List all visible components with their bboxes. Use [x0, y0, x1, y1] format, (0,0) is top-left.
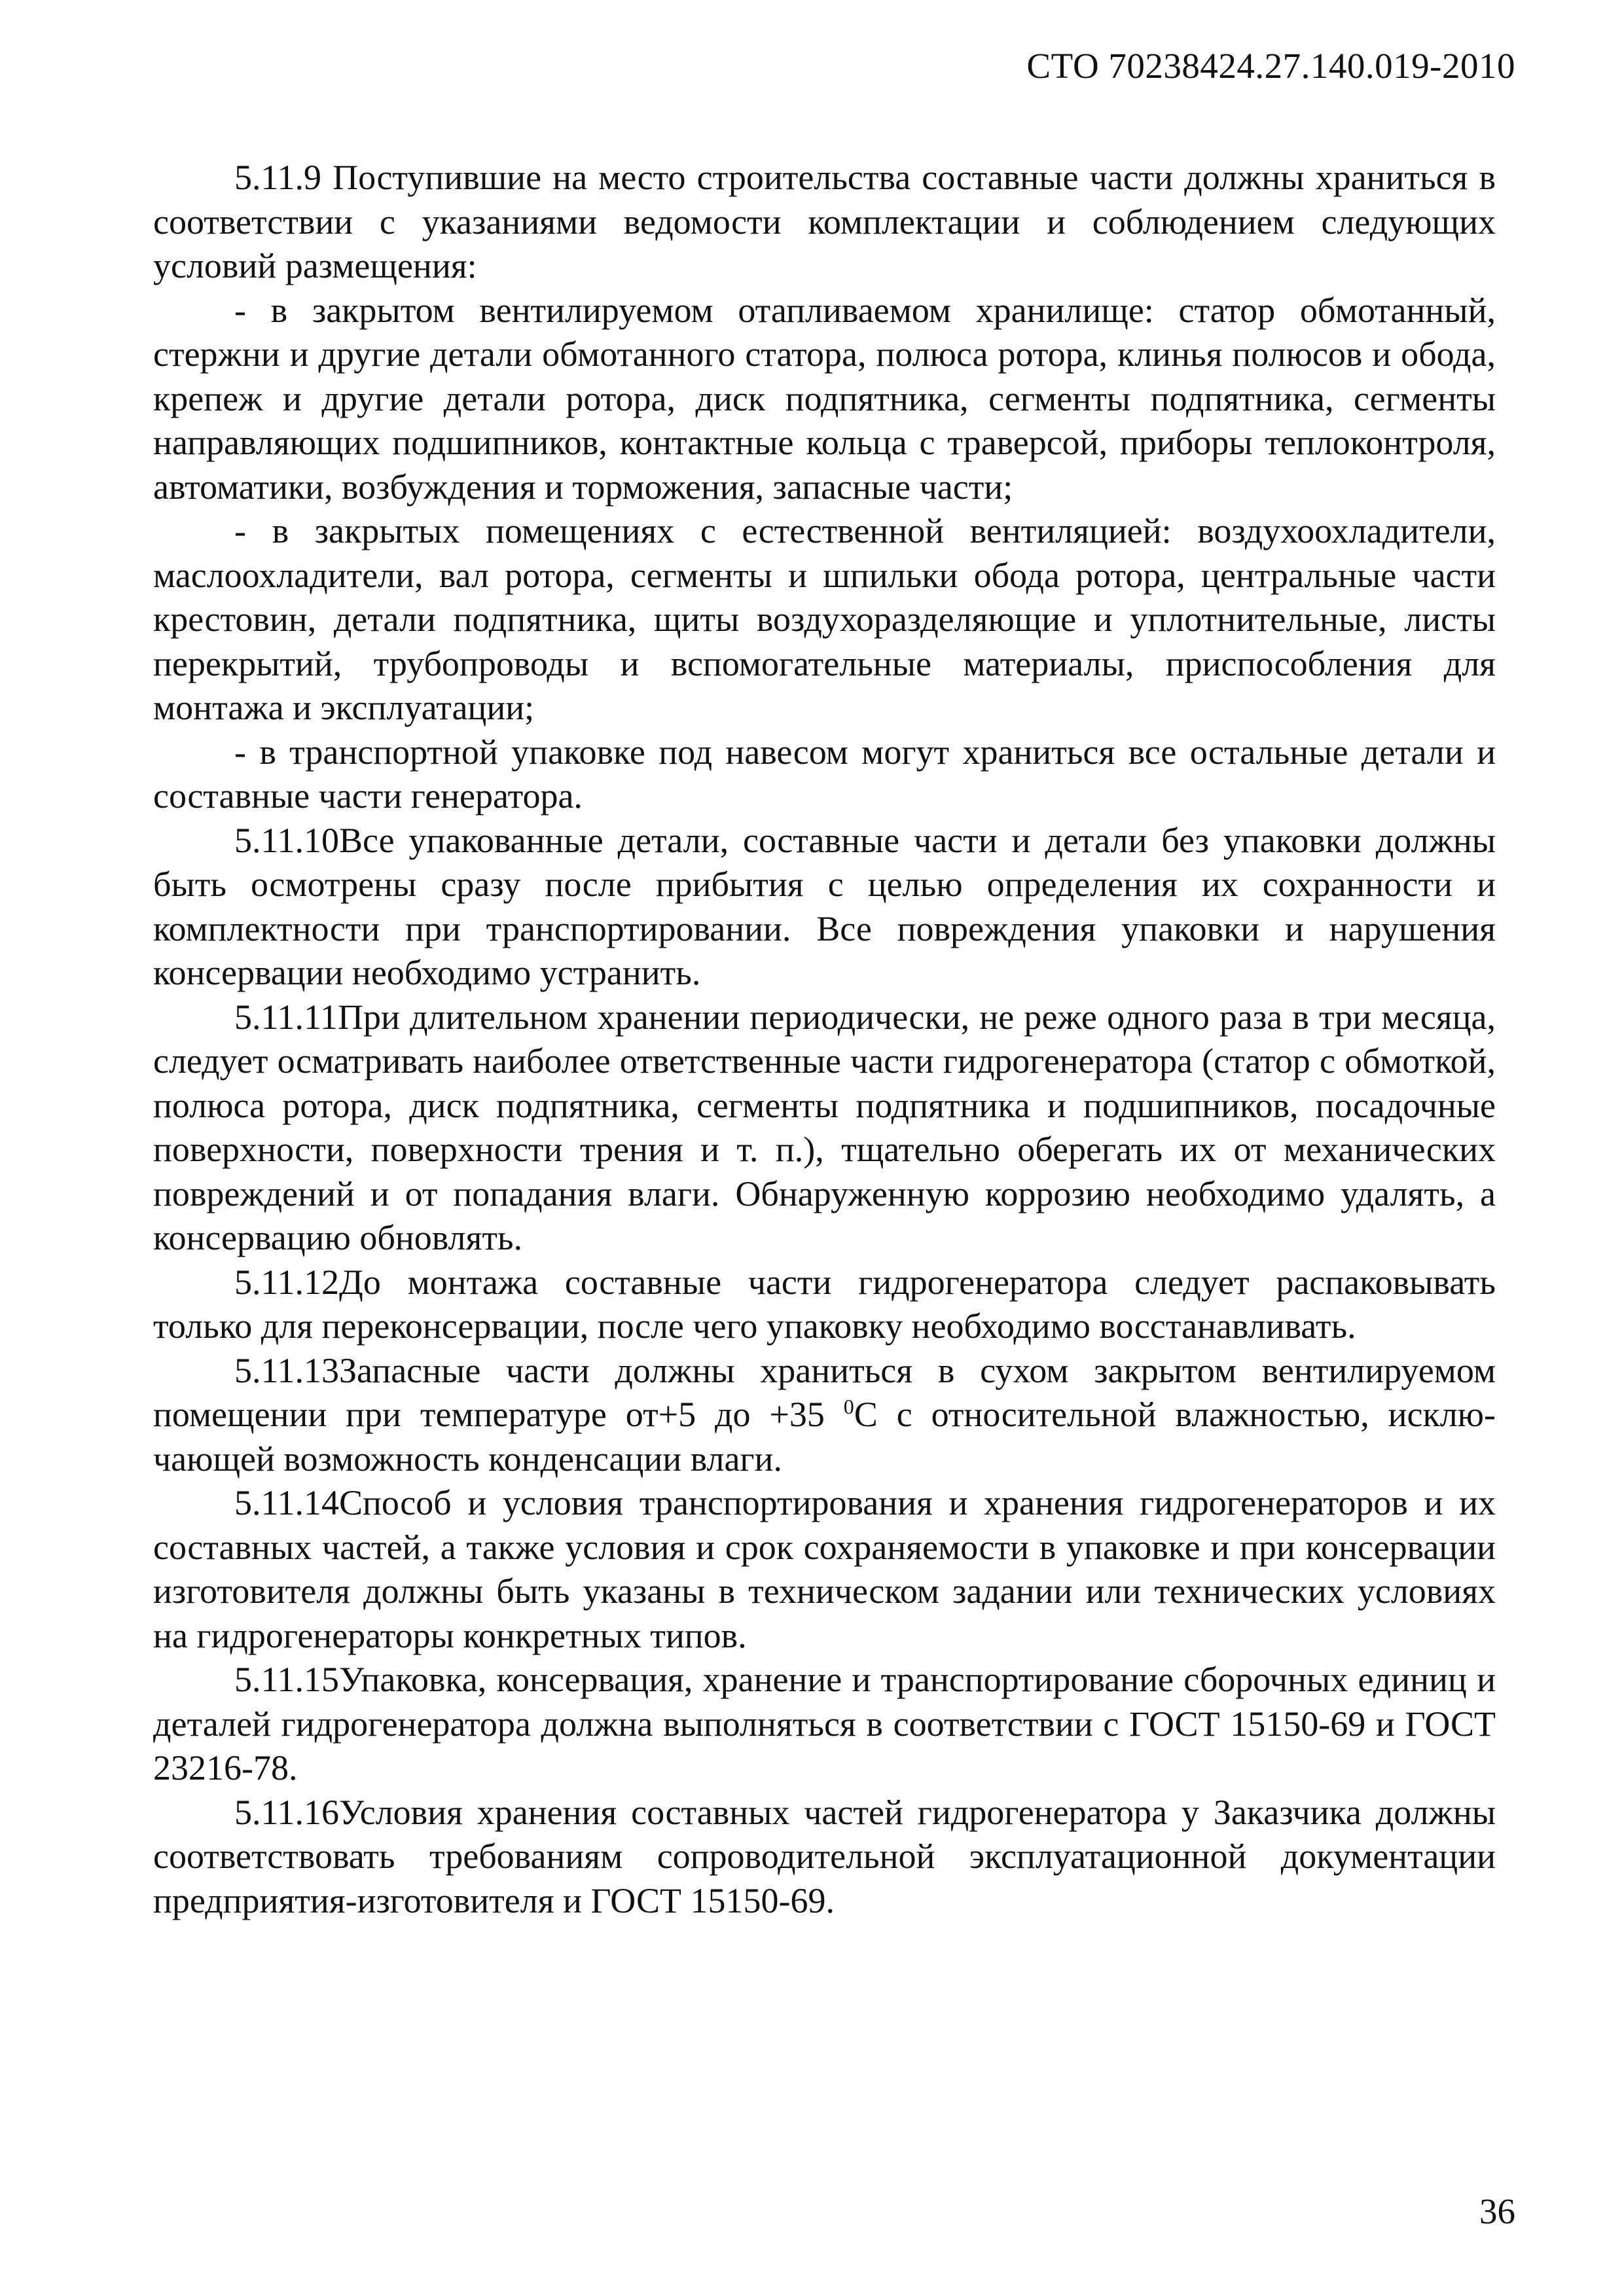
- page-number: 36: [1479, 2191, 1515, 2231]
- clause-number: 5.11.16: [234, 1792, 339, 1832]
- paragraph-5-11-11: [153, 996, 1496, 1261]
- paragraph-text: Запасные части должны храниться в сухом закрытом вентилируемом помещении при температуре от+5 до +35: [153, 1350, 1496, 1434]
- paragraph-5-11-15: [153, 1658, 1496, 1791]
- list-item-ventilated-rooms: [153, 509, 1496, 730]
- paragraph-text: До монтажа составные части гидрогенератора следует распаковывать только для переконсервации, после чего упаковку необходимо восстанавливать.: [153, 1262, 1496, 1346]
- clause-number: 5.11.9: [234, 158, 321, 197]
- paragraph-text: Все упакованные детали, составные части и детали без упаковки должны быть осмотрены сразу после прибытия с целью определения их сохранности и комплектности при транспортировании. Все повреждения упаковки и нарушения консервации необходимо устранить.: [153, 820, 1496, 992]
- list-item-text: - в закрытых помещениях с естественной вентиляцией: воздухоохладители, маслоохладители, вал ротора, сегменты и шпильки обода ротора, центральные части крестовин, детали подпятника, щиты воздухоразделяющие и уплотнительные, листы перекрытий, трубопроводы и вспомогательные материалы, приспособления для монтажа и эксплуатации;: [153, 511, 1496, 727]
- paragraph-text: Поступившие на место строительства составные части должны храниться в соответствии с указаниями ведомости комплектации и соблюдением следующих условий размещения:: [153, 158, 1496, 285]
- paragraph-text: При длительном хранении периодически, не реже одного раза в три месяца, следует осматривать наиболее ответственные части гидрогенератора (статор с обмоткой, полюса ротора, диск подпятника, сегменты подпятника и подшипников, посадочные поверхности, поверхности трения и т. п.), тщательно оберегать их от механических повреждений и от попадания влаги. Обнаруженную коррозию необходимо удалять, а консервацию обновлять.: [153, 997, 1496, 1257]
- paragraph-5-11-12: [153, 1261, 1496, 1349]
- clause-number: 5.11.12: [234, 1262, 339, 1302]
- document-body: [153, 156, 1496, 1923]
- list-item-transport-packaging: [153, 730, 1496, 819]
- clause-number: 5.11.14: [234, 1483, 339, 1522]
- paragraph-text: Условия хранения составных частей гидрогенератора у Заказчика должны соответствовать требованиям сопроводительной эксплуатационной документации предприятия-изготовителя и ГОСТ 15150-69.: [153, 1792, 1496, 1920]
- degree-superscript: 0: [843, 1395, 854, 1418]
- clause-number: 5.11.15: [234, 1660, 339, 1699]
- list-item-text: - в закрытом вентилируемом отапливаемом хранилище: статор обмотанный, стержни и другие детали обмотанного статора, полюса ротора, клинья полюсов и обода, крепеж и другие детали ротора, диск подпятника, сегменты подпятника, сегменты направляющих подшипников, контактные кольца с траверсой, приборы теплоконтроля, автоматики, возбуждения и торможения, запасные части;: [153, 290, 1496, 507]
- paragraph-text: С с относительной влажностью, исключающей возможность конденсации влаги.: [153, 1395, 1496, 1479]
- clause-number: 5.11.10: [234, 820, 339, 860]
- paragraph-text: Способ и условия транспортирования и хранения гидрогенераторов и их составных частей, а также условия и срок сохраняемости в упаковке и при консервации изготовителя должны быть указаны в техническом задании или технических условиях на гидрогенераторы конкретных типов.: [153, 1483, 1496, 1655]
- paragraph-5-11-13: [153, 1349, 1496, 1482]
- list-item-heated-storage: [153, 289, 1496, 510]
- paragraph-5-11-10: [153, 819, 1496, 996]
- clause-number: 5.11.11: [234, 997, 338, 1037]
- paragraph-text: Упаковка, консервация, хранение и транспортирование сборочных единиц и деталей гидрогенератора должна выполняться в соответствии с ГОСТ 15150-69 и ГОСТ 23216-78.: [153, 1660, 1496, 1787]
- paragraph-5-11-9: [153, 156, 1496, 289]
- list-item-text: - в транспортной упаковке под навесом могут храниться все остальные детали и составные части генератора.: [153, 732, 1496, 816]
- paragraph-5-11-14: [153, 1481, 1496, 1658]
- paragraph-5-11-16: [153, 1791, 1496, 1924]
- document-code-header: СТО 70238424.27.140.019-2010: [1026, 46, 1515, 86]
- clause-number: 5.11.13: [234, 1350, 339, 1390]
